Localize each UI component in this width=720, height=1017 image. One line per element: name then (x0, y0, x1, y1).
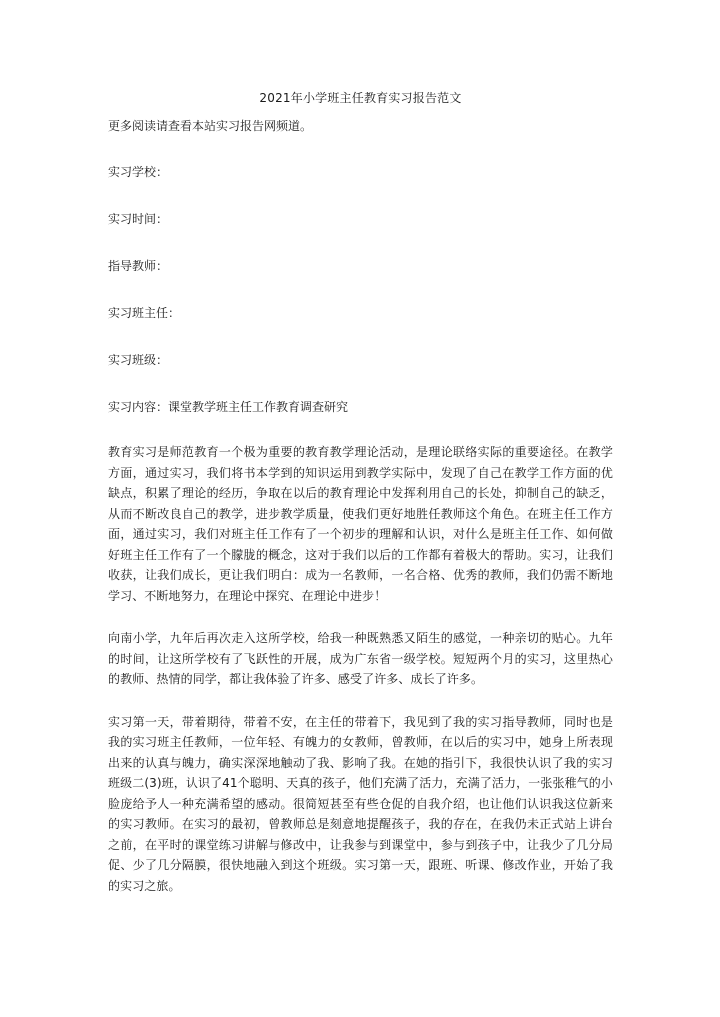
field-time: 实习时间： (108, 212, 169, 226)
paragraph-2: 向南小学，九年后再次走入这所学校，给我一种既熟悉又陌生的感觉，一种亲切的贴心。九年的时间，让这所学校有了飞跃性的开展，成为广东省一级学校。短短两个月的实习，这里热心的教师、热情的同学，都让我体验了许多、感受了许多、成长了许多。 (108, 631, 613, 686)
field-class: 实习班级： (108, 353, 169, 367)
field-content: 实习内容：课堂教学班主任工作教育调查研究 (108, 400, 349, 414)
document-title: 2021年小学班主任教育实习报告范文 (259, 91, 462, 105)
field-head-teacher: 实习班主任： (108, 306, 181, 320)
paragraph-1: 教育实习是师范教育一个极为重要的教育教学理论活动，是理论联络实际的重要途径。在教学方面，通过实习，我们将书本学到的知识运用到教学实际中，发现了自己在教学工作方面的优缺点，积累了理论的经历，争取在以后的教育理论中发挥利用自己的长处，抑制自己的缺乏，从而不断改良自己的教学，进步教学质量，使我们更好地胜任教师这个角色。在班主任工作方面，通过实习，我们对班主任工作有了一个初步的理解和认识，对什么是班主任工作、如何做好班主任工作有了一个朦胧的概念，这对于我们以后的工作都有着极大的帮助。实习，让我们收获，让我们成长，更让我们明白：成为一名教师，一名合格、优秀的教师，我们仍需不断地学习、不断地努力，在理论中探究、在理论中进步！ (108, 445, 613, 603)
paragraph-3: 实习第一天，带着期待，带着不安，在主任的带着下，我见到了我的实习指导教师，同时也是我的实习班主任教师，一位年轻、有魄力的女教师，曾教师，在以后的实习中，她身上所表现出来的认真与魄力，确实深深地触动了我、影响了我。在她的指引下，我很快认识了我的实习班级二(3)班，认识了41个聪明、天真的孩子，他们充满了活力，充满了活力，一张张稚气的小脸庞给予人一种充满希望的感动。很简短甚至有些仓促的自我介绍，也让他们认识我这位新来的实习教师。在实习的最初，曾教师总是刻意地提醒孩子，我的存在，在我仍未正式站上讲台之前，在平时的课堂练习讲解与修改中，让我参与到课堂中，参与到孩子中，让我少了几分局促、少了几分隔膜，很快地融入到这个班级。实习第一天，跟班、听课、修改作业，开始了我的实习之旅。 (108, 714, 613, 893)
field-teacher: 指导教师： (108, 259, 169, 273)
field-school: 实习学校： (108, 165, 169, 179)
document-page (108, 88, 613, 896)
intro-line: 更多阅读请查看本站实习报告网频道。 (108, 119, 313, 133)
